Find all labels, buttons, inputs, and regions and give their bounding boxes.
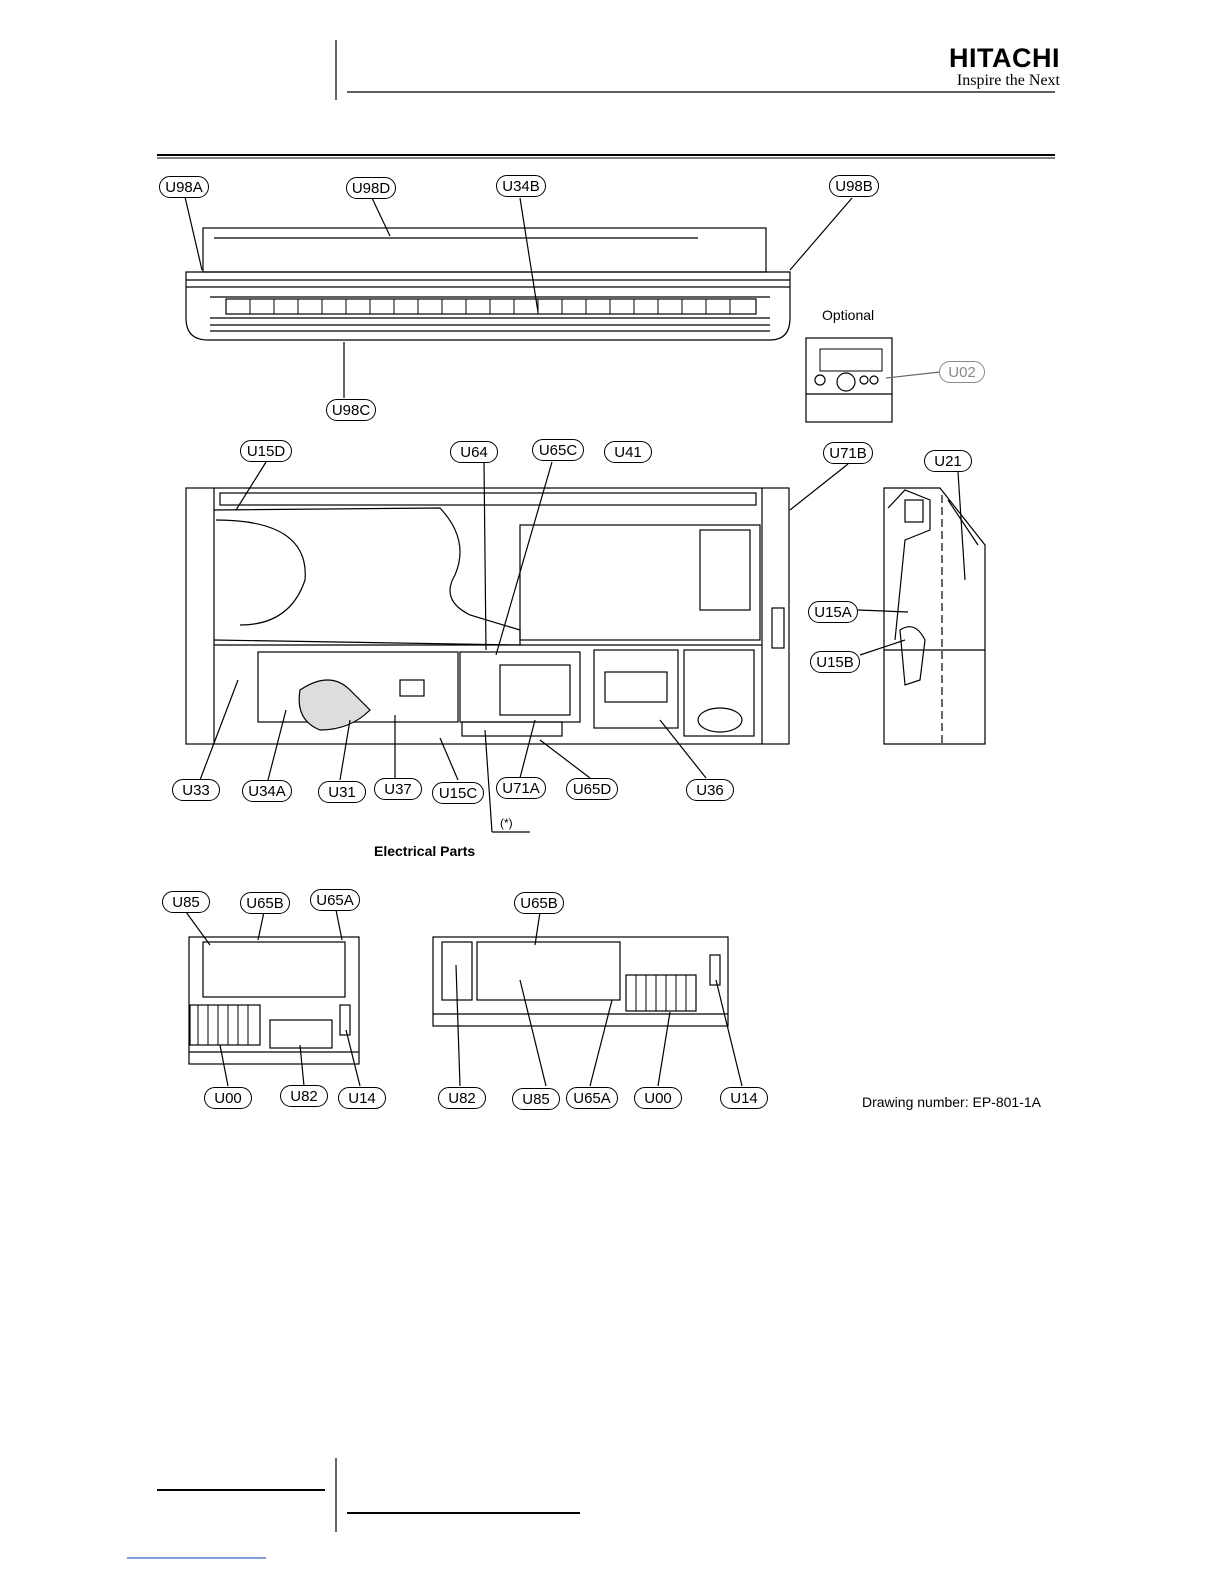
electrical-parts-caption: Electrical Parts	[374, 843, 476, 859]
callout-u65d: U65D	[566, 778, 618, 800]
callout-u00-right: U00	[634, 1087, 682, 1109]
callout-u14-right: U14	[720, 1087, 768, 1109]
callout-u31: U31	[318, 781, 366, 803]
brand-tagline: Inspire the Next	[956, 72, 1060, 89]
callout-u36: U36	[686, 779, 734, 801]
callout-u65b-left: U65B	[240, 892, 290, 914]
asterisk-note: (*)	[500, 816, 513, 830]
callout-u64: U64	[450, 441, 498, 463]
callout-u15d: U15D	[240, 440, 292, 462]
callout-u15b: U15B	[810, 651, 860, 673]
electrical-box-right-drawing	[433, 912, 742, 1086]
callout-u85-right: U85	[512, 1088, 560, 1110]
callout-u65b-right: U65B	[514, 892, 564, 914]
callout-u00-left: U00	[204, 1087, 252, 1109]
callout-u15c: U15C	[432, 782, 484, 804]
callout-u82-left: U82	[280, 1085, 328, 1107]
optional-caption: Optional	[822, 307, 875, 323]
callout-u21: U21	[924, 450, 972, 472]
callout-u65c: U65C	[532, 439, 584, 461]
callout-u34a: U34A	[242, 780, 292, 802]
callout-u37: U37	[374, 778, 422, 800]
callout-u98a: U98A	[159, 176, 209, 198]
callout-u71b: U71B	[823, 442, 873, 464]
remote-controller-drawing	[806, 338, 940, 422]
callout-u65a-right: U65A	[566, 1087, 618, 1109]
drawing-number: Drawing number: EP-801-1A	[862, 1094, 1041, 1110]
callout-u98c: U98C	[326, 399, 376, 421]
callout-u33: U33	[172, 779, 220, 801]
callout-u65a-left: U65A	[310, 889, 360, 911]
callout-u15a: U15A	[808, 601, 858, 623]
callout-u85-left: U85	[162, 891, 210, 913]
callout-u71a: U71A	[496, 777, 546, 799]
electrical-box-left-drawing	[186, 910, 360, 1086]
brand-name: HITACHI	[949, 43, 1060, 73]
callout-u14-left: U14	[338, 1087, 386, 1109]
indoor-unit-side-drawing	[858, 472, 985, 744]
callout-u02: U02	[939, 361, 985, 383]
callout-u98b: U98B	[829, 175, 879, 197]
callout-u41: U41	[604, 441, 652, 463]
callout-u34b: U34B	[496, 175, 546, 197]
front-panel-drawing	[185, 197, 852, 398]
callout-u98d: U98D	[346, 177, 396, 199]
callout-u82-right: U82	[438, 1087, 486, 1109]
